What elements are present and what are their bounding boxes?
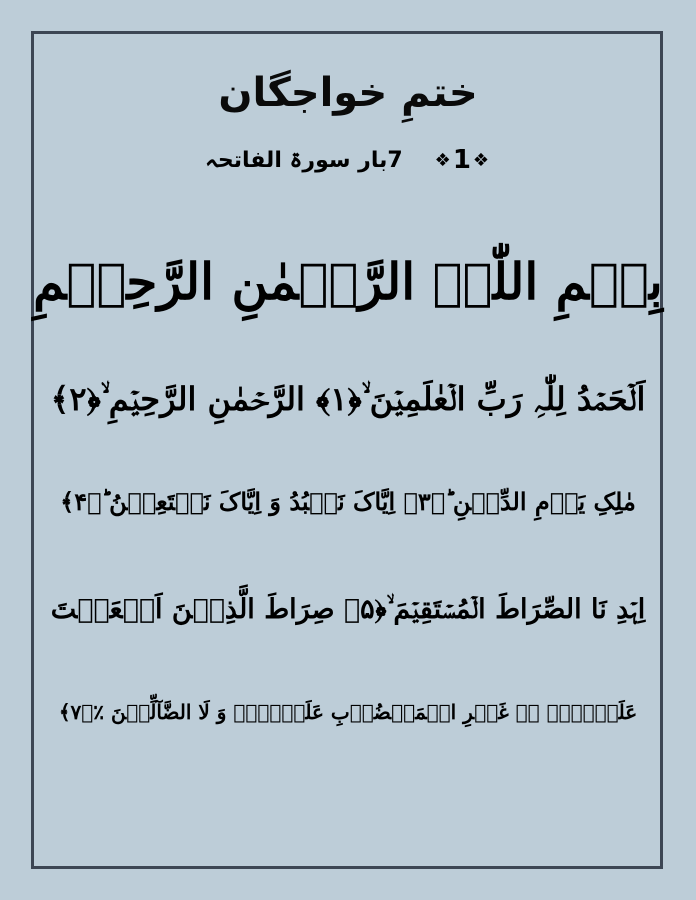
- verse-line-4: عَلَیۡہِمۡ ۬ۙ غَیۡرِ الۡمَغۡضُوۡبِ عَلَیۡہِمۡ وَ لَا الضَّآلِّیۡنَ ٪﴿۷﴾: [58, 700, 638, 724]
- ornament-left-icon: ❖: [472, 149, 490, 171]
- subtitle-row: [0, 138, 696, 182]
- ornament-right-icon: ❖: [434, 149, 451, 171]
- badge-number: 1: [452, 145, 471, 175]
- page-title: ختمِ خواجگان: [218, 70, 478, 116]
- subtitle: 7بار سورۃ الفاتحہ: [204, 147, 403, 173]
- verse-line-1: اَلۡحَمۡدُ لِلّٰہِ رَبِّ الۡعٰلَمِیۡنَ ۙ﴿۱﴾ الرَّحۡمٰنِ الرَّحِیۡمِ ۙ﴿۲﴾: [50, 380, 646, 418]
- verse-line-2: مٰلِکِ یَوۡمِ الدِّیۡنِ ؕ﴿۳﴾ اِیَّاکَ نَعۡبُدُ وَ اِیَّاکَ نَسۡتَعِیۡنُ ؕ﴿۴﴾: [60, 487, 636, 516]
- bismillah-calligraphy: بِسۡمِ اللّٰہِ الرَّحۡمٰنِ الرَّحِیۡمِ: [33, 252, 663, 311]
- ayah-number-badge: [433, 145, 491, 175]
- verse-line-3: اِہۡدِ نَا الصِّرَاطَ الۡمُسۡتَقِیۡمَ ۙ﴿۵﴾ صِرَاطَ الَّذِیۡنَ اَنۡعَمۡتَ: [50, 594, 646, 625]
